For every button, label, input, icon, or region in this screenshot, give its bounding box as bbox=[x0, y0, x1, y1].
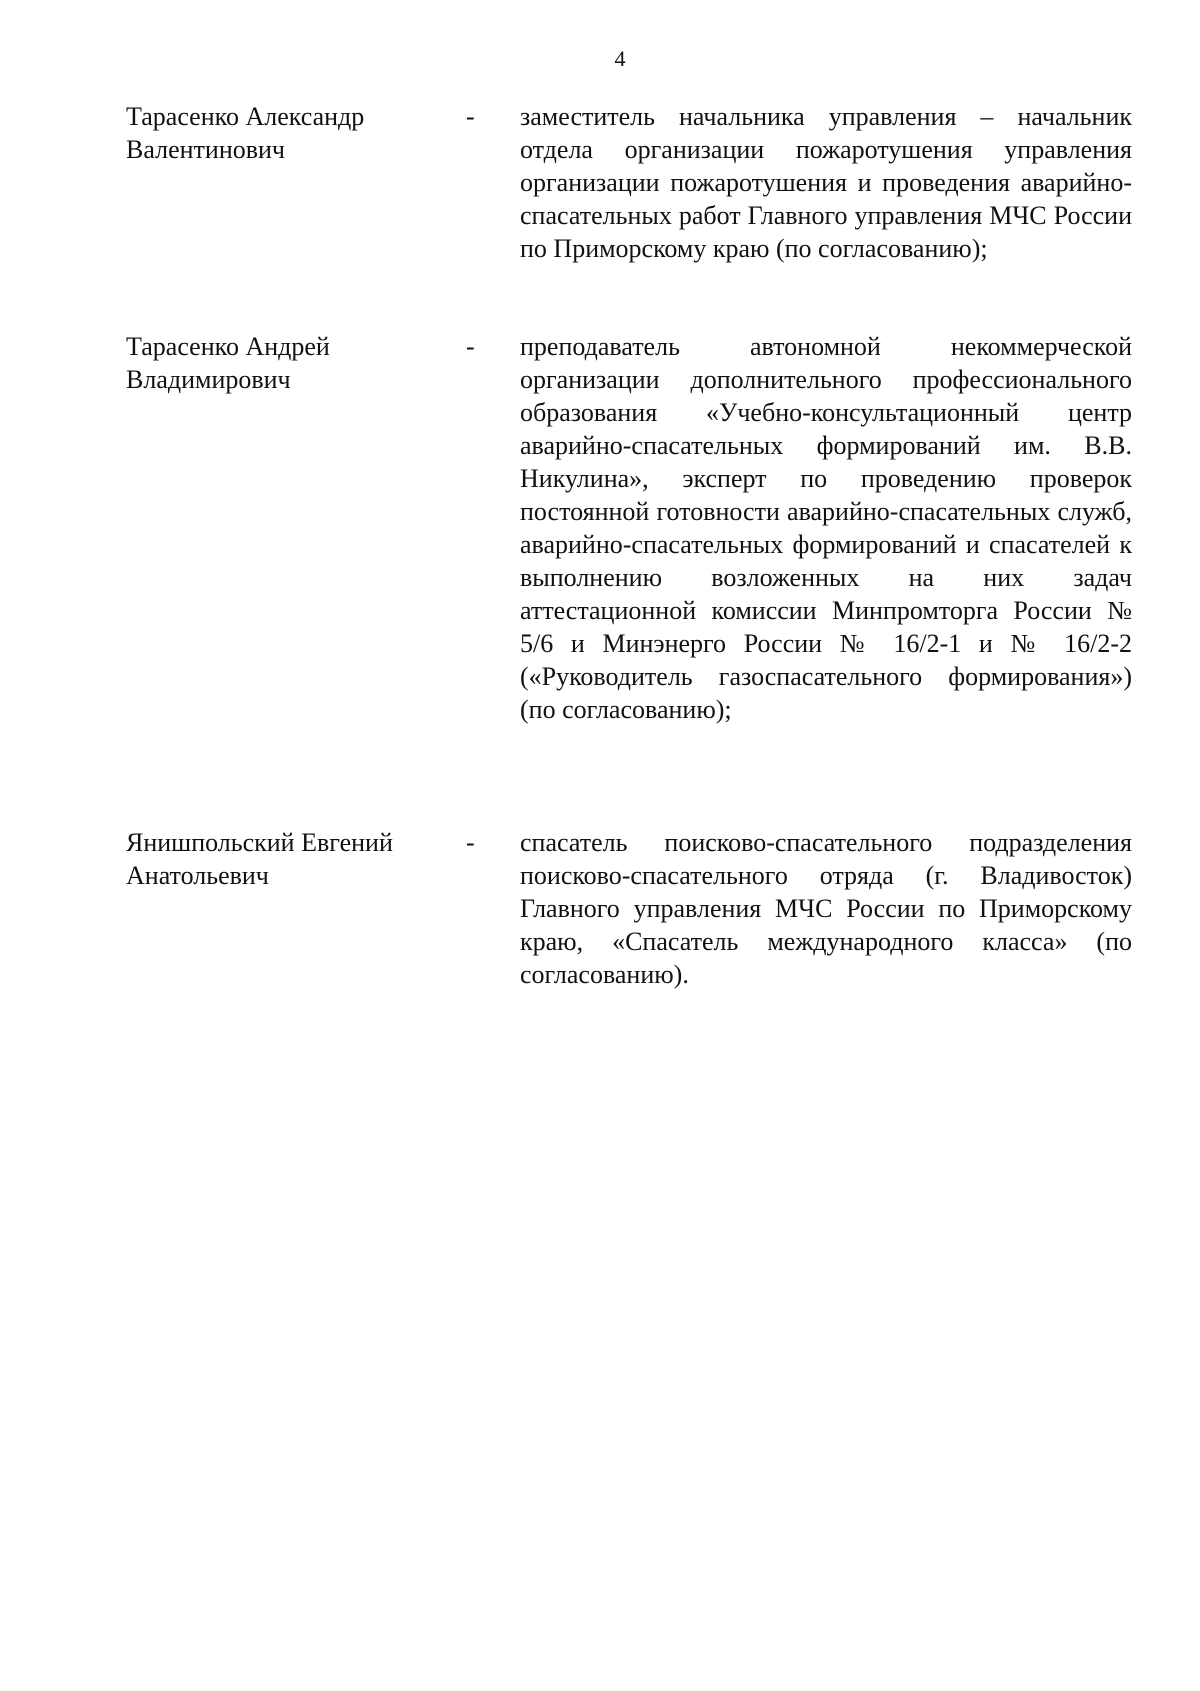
separator-dash: - bbox=[466, 828, 475, 857]
member-position: преподаватель автономной некоммерческой организации дополнительного профессионального образования «Учебно-консультационный центр аварийно-спасательных формирований им. В.В. Никулина», эксперт по проведению проверок постоянной готовности аварийно-спасательных служб, аварийно-спасательных формирований и спасателей к выполнению возложенных на них задач аттестационной комиссии Минпромторга России № 5/6 и Минэнерго России № 16/2-1 и № 16/2-2 («Руководитель газоспасательного формирования») (по согласованию); bbox=[520, 332, 1132, 724]
member-name: Янишпольский Евгений Анатольевич bbox=[126, 828, 393, 890]
page-number: 4 bbox=[614, 46, 626, 71]
member-name: Тарасенко Александр Валентинович bbox=[126, 102, 365, 164]
separator-dash: - bbox=[466, 332, 475, 361]
member-position: спасатель поисково-спасательного подразделения поисково-спасательного отряда (г. Владивосток) Главного управления МЧС России по Приморскому краю, «Спасатель международного класса» (по согласованию). bbox=[520, 828, 1132, 989]
separator-dash: - bbox=[466, 102, 475, 131]
member-position: заместитель начальника управления – начальник отдела организации пожаротушения управления организации пожаротушения и проведения аварийно-спасательных работ Главного управления МЧС России по Приморскому краю (по согласованию); bbox=[520, 102, 1132, 263]
member-name: Тарасенко Андрей Владимирович bbox=[126, 332, 330, 394]
